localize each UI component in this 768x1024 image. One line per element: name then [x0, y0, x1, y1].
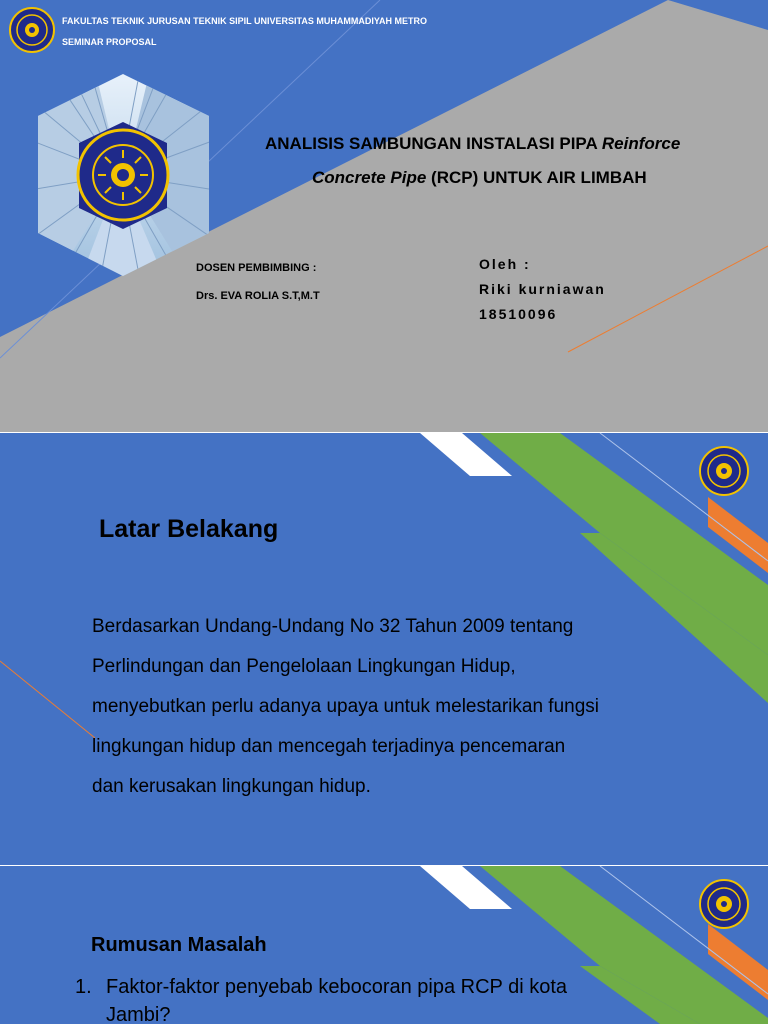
title-line-2-italic: Concrete Pipe	[312, 168, 427, 187]
slide-title	[0, 0, 768, 432]
student-id: 18510096	[479, 306, 558, 322]
slide2-decor	[0, 433, 768, 865]
paragraph-line: menyebutkan perlu adanya upaya untuk melestarikan fungsi	[92, 696, 599, 717]
seminar-header: SEMINAR PROPOSAL	[62, 37, 157, 47]
slide2-title: Latar Belakang	[99, 515, 279, 543]
slide1-background	[0, 0, 768, 432]
title-line-2	[312, 168, 647, 188]
paragraph-line: dan kerusakan lingkungan hidup.	[92, 776, 371, 797]
by-label: Oleh :	[479, 256, 531, 272]
slide-background-section	[0, 433, 768, 865]
title-line-1-italic: Reinforce	[601, 134, 681, 153]
faculty-header: FAKULTAS TEKNIK JURUSAN TEKNIK SIPIL UNIVERSITAS MUHAMMADIYAH METRO	[62, 16, 428, 26]
advisor-name: Drs. EVA ROLIA S.T,M.T	[196, 290, 320, 302]
university-logo-icon	[8, 6, 56, 54]
title-line-1-normal: ANALISIS SAMBUNGAN INSTALASI PIPA	[265, 134, 602, 153]
paragraph-line: Perlindungan dan Pengelolaan Lingkungan Hidup,	[92, 656, 516, 677]
slide3-title: Rumusan Masalah	[91, 934, 267, 956]
list-item: Faktor-faktor penyebab kebocoran pipa RCP di kota	[106, 976, 568, 998]
list-item-continuation: Jambi?	[106, 1004, 171, 1024]
student-name: Riki kurniawan	[479, 281, 606, 297]
slide-problem-statement	[0, 866, 768, 1024]
title-line-1	[265, 134, 680, 154]
list-item-number: 1.	[75, 976, 92, 998]
university-logo-icon	[698, 878, 750, 930]
university-logo-icon	[698, 445, 750, 497]
advisor-label: DOSEN PEMBIMBING :	[196, 262, 317, 274]
paragraph-line: lingkungan hidup dan mencegah terjadinya pencemaran	[92, 736, 566, 757]
title-line-2-normal: (RCP) UNTUK AIR LIMBAH	[426, 168, 647, 187]
paragraph-line: Berdasarkan Undang-Undang No 32 Tahun 2009 tentang	[92, 616, 574, 637]
